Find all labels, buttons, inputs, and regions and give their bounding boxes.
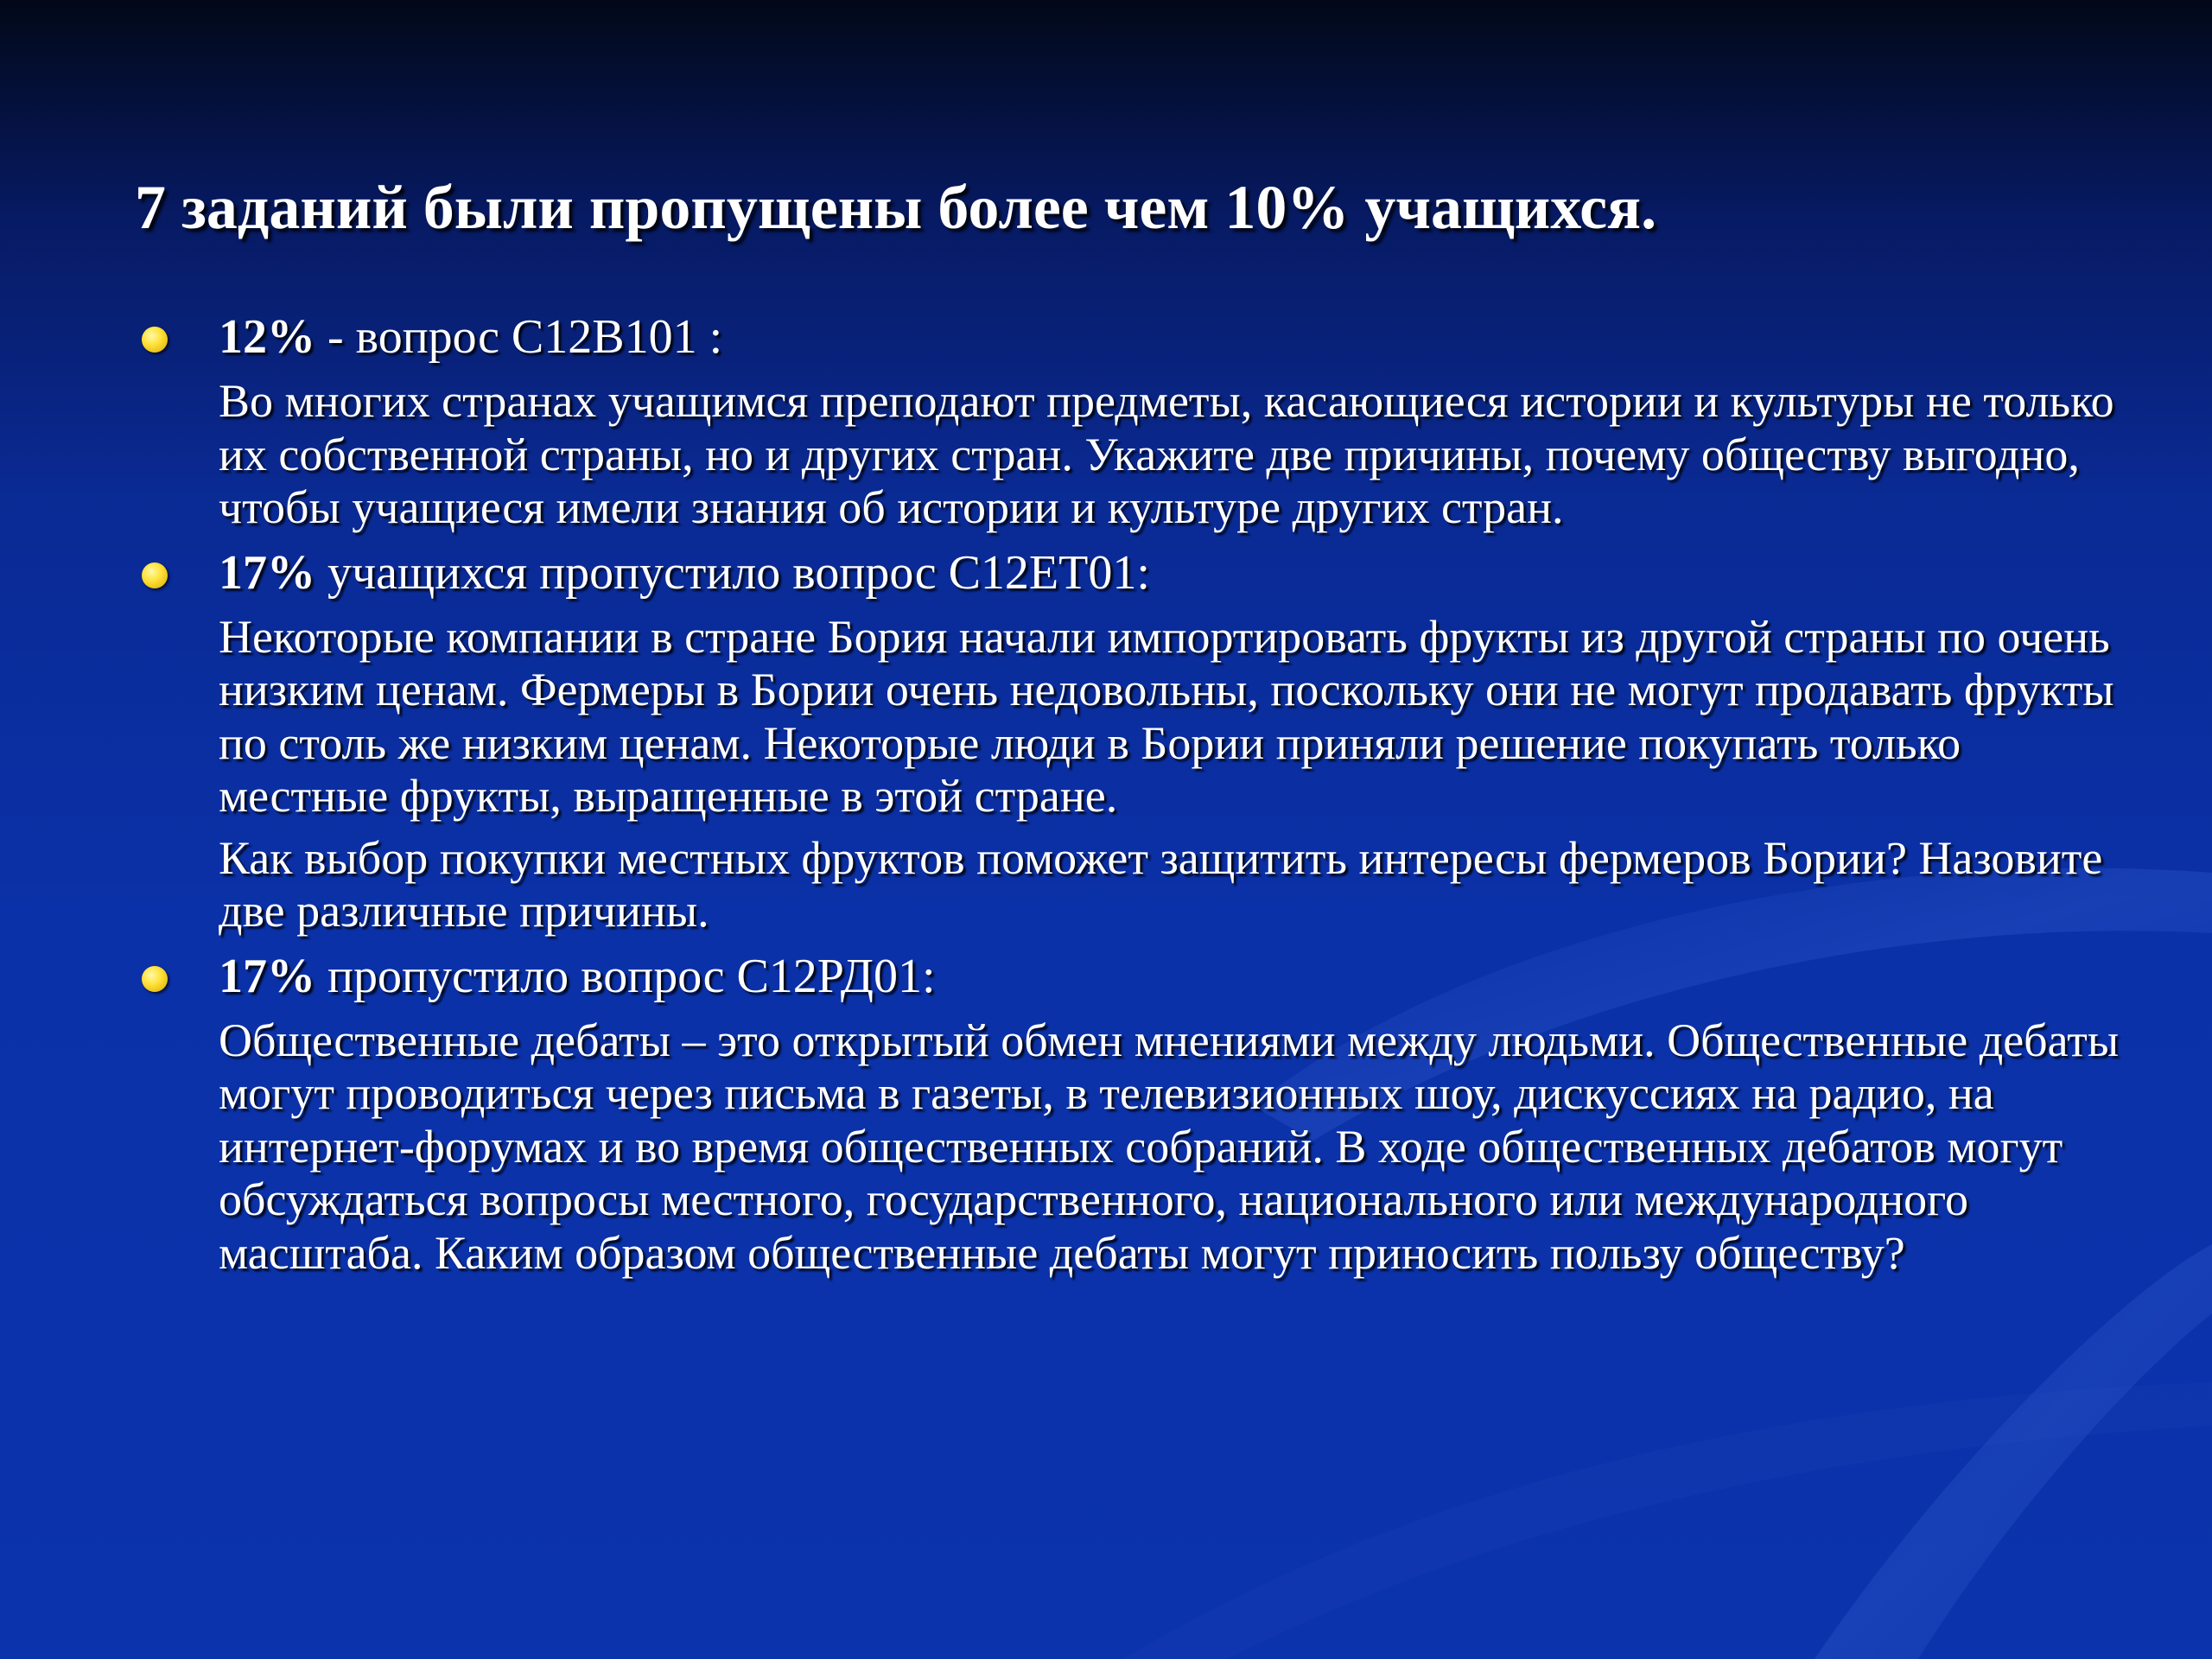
bullet-lead-text: пропустило вопрос С12РД01: <box>315 949 936 1003</box>
bullet-item-1 <box>135 308 2122 535</box>
percent-value: 17% <box>219 949 315 1003</box>
bullet-dot-icon <box>142 563 168 588</box>
question-text: Общественные дебаты – это открытый обмен мнениями между людьми. Общественные дебаты могут проводиться через письма в газеты, в телевизионных шоу, дискуссиях на радио, на интернет-форумах и во время общественных собраний. В ходе общественных дебатов могут обсуждаться вопросы местного, государственного, национального или международного масштаба. Каким образом общественные дебаты могут приносить пользу обществу? <box>219 1014 2120 1279</box>
bullet-item-3 <box>135 947 2122 1281</box>
bullet-dot-icon <box>142 327 168 353</box>
bullet-item-2 <box>135 543 2122 938</box>
bullet-dot-icon <box>142 966 168 992</box>
bullet-lead <box>219 543 2122 602</box>
bullet-lead <box>219 947 2122 1006</box>
slide-title: 7 заданий были пропущены более чем 10% учащихся. <box>135 173 1657 242</box>
question-text: Некоторые компании в стране Бория начали импортировать фрукты из другой страны по очень низким ценам. Фермеры в Бории очень недовольны, поскольку они не могут продавать фрукты по столь же низким ценам. Некоторые люди в Бории приняли решение покупать только местные фрукты, выращенные в этой стране. <box>219 610 2114 822</box>
bullet-lead <box>219 308 2122 366</box>
percent-value: 17% <box>219 545 315 600</box>
question-text: Во многих странах учащимся преподают предметы, касающиеся истории и культуры не только их собственной страны, но и других стран. Укажите две причины, почему обществу выгодно, чтобы учащиеся имели знания об истории и культуре других стран. <box>219 375 2114 533</box>
bullet-list <box>135 308 2122 1280</box>
question-text: Как выбор покупки местных фруктов поможет защитить интересы фермеров Бории? Назовите две различные причины. <box>219 831 2103 937</box>
percent-value: 12% <box>219 310 315 364</box>
bullet-lead-text: - вопрос С12В101 : <box>315 310 723 364</box>
bullet-lead-text: учащихся пропустило вопрос С12ЕТ01: <box>315 545 1150 600</box>
